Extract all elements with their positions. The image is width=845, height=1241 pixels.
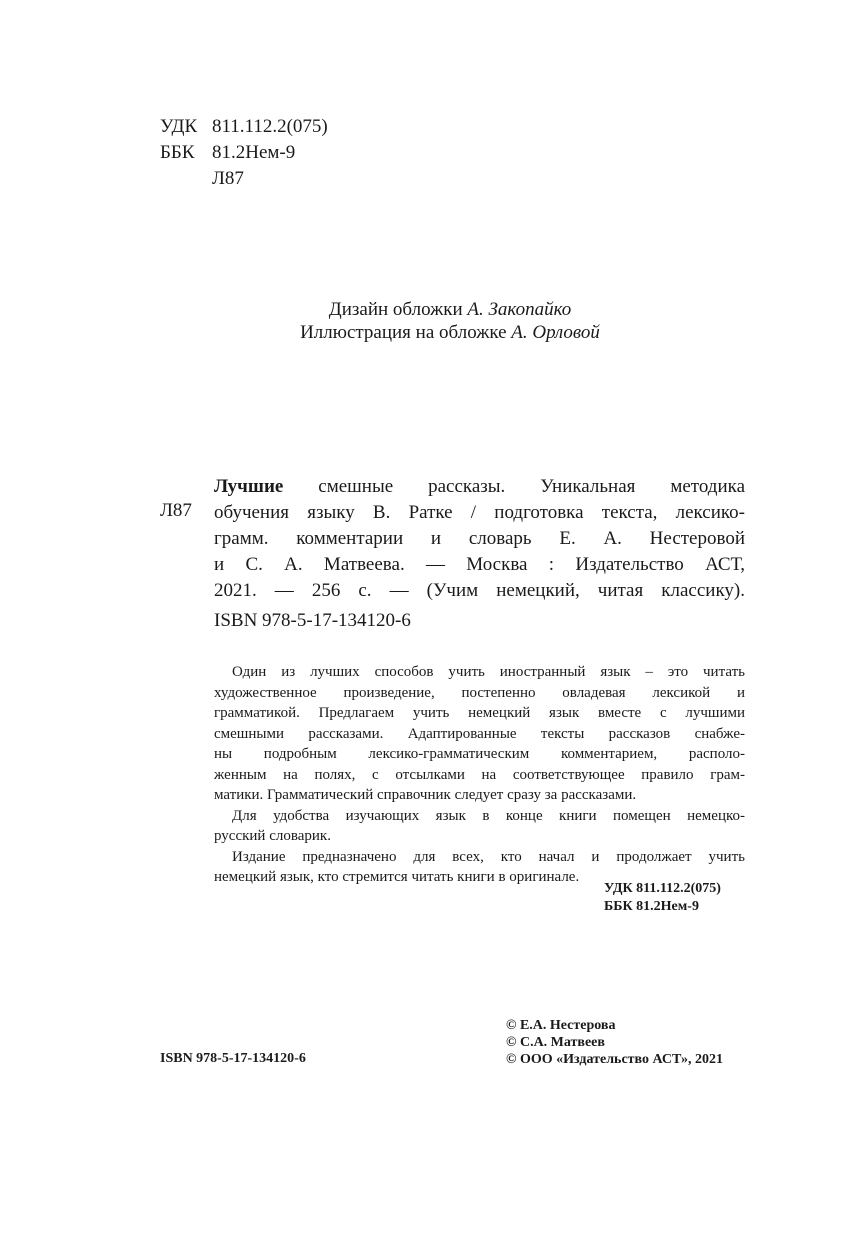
copyright-line: © С.А. Матвеев [506, 1035, 605, 1050]
annotation-line: Для удобства изучающих язык в конце книги помещен немецко- [232, 807, 745, 824]
isbn-footer: ISBN 978-5-17-134120-6 [160, 1051, 306, 1066]
udk-label: УДК [160, 116, 198, 137]
copyright-line: © Е.А. Нестерова [506, 1018, 616, 1033]
classification-block [160, 114, 328, 192]
copyright-line: © ООО «Издательство АСТ», 2021 [506, 1052, 724, 1067]
author-mark: Л87 [212, 168, 244, 189]
copyright-block [506, 1017, 723, 1068]
bbk-label: ББК [160, 142, 195, 163]
footer-classification [604, 880, 745, 916]
annotation-line: немецкий язык, кто стремится читать книги в оригинале. [214, 869, 580, 885]
cover-illustration-credit: Иллюстрация на обложке А. Орловой [300, 322, 600, 343]
annotation-line: художественное произведение, постепенно овладевая лексикой и [214, 684, 745, 701]
annotation-block [214, 662, 745, 888]
bib-line-4: и С. А. Матвеева. — Москва : Издательство АСТ, [214, 554, 745, 575]
footer-udk: УДК 811.112.2(075) [604, 881, 721, 896]
cover-illustrator-name: А. Орловой [511, 322, 600, 343]
bib-line-1: Лучшие смешные рассказы. Уникальная методика [214, 476, 745, 497]
cover-designer-name: А. Закопайко [467, 299, 572, 320]
annotation-line: матики. Грамматический справочник следует сразу за рассказами. [214, 787, 637, 803]
cover-credits [150, 298, 750, 344]
annotation-line: Один из лучших способов учить иностранный язык – это читать [232, 664, 745, 680]
annotation-line: грамматикой. Предлагаем учить немецкий язык вместе с лучшими [214, 705, 745, 721]
udk-line [160, 114, 328, 140]
isbn-main: ISBN 978-5-17-134120-6 [214, 610, 411, 631]
side-author-mark: Л87 [160, 500, 192, 521]
annotation-line: женным на полях, с отсылками на соответствующее правило грам- [214, 766, 745, 783]
bib-line-2: обучения языку В. Ратке / подготовка текста, лексико- [214, 502, 745, 523]
cover-design-credit: Дизайн обложки А. Закопайко [328, 299, 572, 320]
bbk-line [160, 140, 328, 166]
udk-value: 811.112.2(075) [212, 116, 328, 137]
annotation-line: ны подробным лексико-грамматическим комментарием, располо- [214, 746, 745, 762]
book-title-bold: Лучшие [214, 476, 284, 497]
annotation-line: смешными рассказами. Адаптированные тексты рассказов снабже- [214, 725, 745, 742]
bib-line-5: 2021. — 256 с. — (Учим немецкий, читая классику). [214, 580, 745, 601]
bibliographic-description [214, 474, 745, 604]
bbk-value: 81.2Нем-9 [212, 142, 296, 163]
author-mark-line [160, 166, 328, 192]
bib-line-3: грамм. комментарии и словарь Е. А. Нестеровой [214, 528, 745, 549]
annotation-line: русский словарик. [214, 828, 331, 844]
footer-bbk: ББК 81.2Нем-9 [604, 899, 699, 914]
annotation-line: Издание предназначено для всех, кто начал и продолжает учить [232, 848, 745, 865]
